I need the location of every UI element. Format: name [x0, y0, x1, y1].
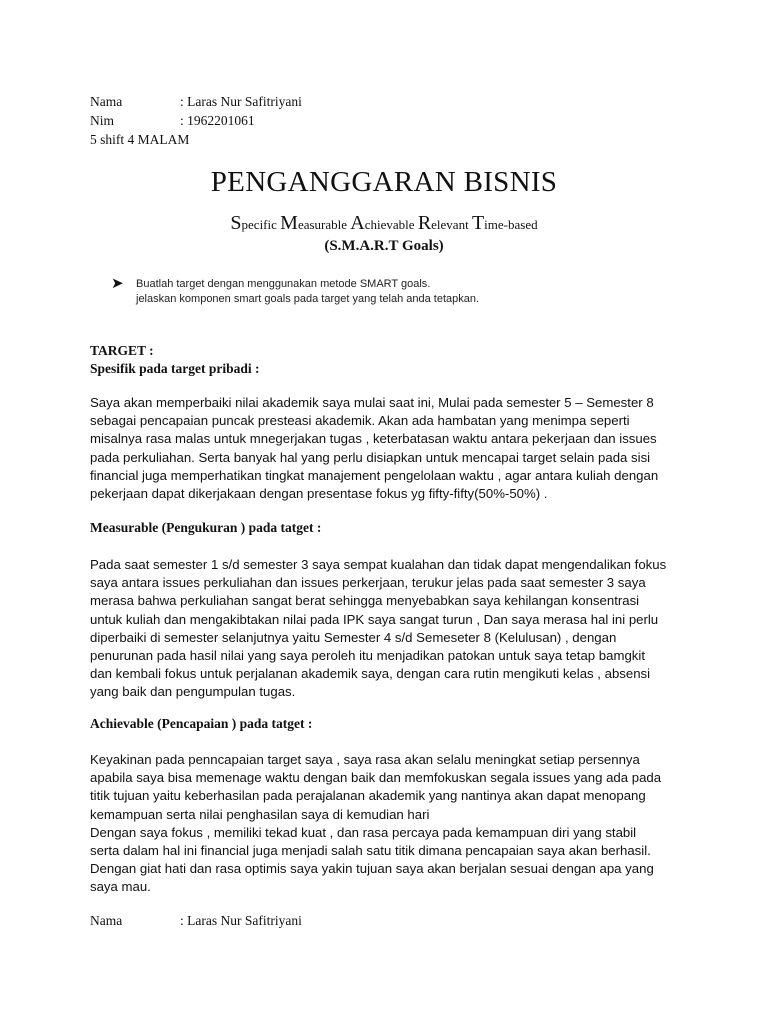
paragraph-line: diperbaiki di semester selanjutnya yaitu Semester 4 s/d Semeseter 8 (Kelulusan) , dengan	[90, 629, 617, 645]
paragraph-line: Dengan giat hati dan rasa optimis saya yakin tujuan saya akan berjalan sesuai dengan apa yang	[90, 861, 654, 877]
paragraph-line: penurunan pada hasil nilai yang saya peroleh itu menjadikan patokan untuk saya tetap bamgkit	[90, 648, 645, 664]
smart-subtitle: (S.M.A.R.T Goals)	[324, 238, 444, 254]
specific-paragraph	[90, 394, 658, 503]
paragraph-line: serta dalam hal ini financial juga menjadi salah satu titik dimana pencapaian saya akan berhasil.	[90, 843, 651, 859]
smart-word-relevant: Relevant	[417, 212, 472, 234]
class-info: 5 shift 4 MALAM	[90, 132, 190, 147]
paragraph-line: merasa bahwa perkuliahan sangat berat sehingga menyebabkan saya kehilangan konsentrasi	[90, 593, 640, 609]
paragraph-line: apabila saya bisa memenage waktu dengan baik dan memfokuskan segala issues yang ada pada	[90, 770, 662, 786]
target-heading: TARGET :	[90, 343, 154, 358]
smart-expansion	[0, 212, 768, 235]
nim-label: Nim	[90, 113, 115, 128]
instruction-line-1: Buatlah target dengan menggunakan metode SMART goals.	[136, 278, 431, 290]
paragraph-line: sebagai pencapaian puncak presteasi akademik. Akan ada hambatan yang menimpa seperti	[90, 413, 630, 429]
footer-name-label: Nama	[90, 913, 123, 928]
nim-value: : 1962201061	[180, 113, 255, 128]
name-value: : Laras Nur Safitriyani	[180, 94, 302, 109]
paragraph-line: untuk kuliah dan mengakibtakan nilai pada IPK saya sangat turun , Dan saya merasa hal ini perlu	[90, 611, 659, 627]
name-row	[90, 92, 302, 111]
arrow-bullet-icon: ➤	[111, 276, 124, 292]
nim-row	[90, 111, 255, 130]
smart-word-achievable: Achievable	[350, 212, 418, 234]
paragraph-line: dan kembali fokus untuk perjalanan akademik saya, dengan cara rutin mengikuti kelas , absensi	[90, 666, 651, 682]
achievable-paragraph	[90, 751, 661, 897]
measurable-paragraph	[90, 556, 666, 702]
name-label: Nama	[90, 94, 123, 109]
paragraph-line: saya antara issues perkuliahan dan issues perkerjaan, terukur jelas pada saat semester 3 saya	[90, 575, 646, 591]
footer-name-row	[90, 911, 302, 930]
instruction-line-2: jelaskan komponen smart goals pada target yang telah anda tetapkan.	[136, 293, 480, 305]
achievable-heading: Achievable (Pencapaian ) pada tatget :	[90, 716, 313, 731]
paragraph-line: Pada saat semester 1 s/d semester 3 saya sempat kualahan dan tidak dapat mengendalikan fokus	[90, 557, 667, 572]
paragraph-line: pada perkuliahan. Serta banyak hal yang perlu disiapkan untuk mencapai target selain pada sisi	[90, 449, 651, 465]
paragraph-line: Keyakinan pada penncapaian target saya , saya rasa akan selalu meningkat setiap persennya	[90, 752, 640, 767]
paragraph-line: kemampuan serta nilai penghasilan saya di kemudian hari	[90, 806, 430, 822]
footer-name-value: : Laras Nur Safitriyani	[180, 913, 302, 928]
paragraph-line: saya mau.	[90, 879, 151, 895]
paragraph-line: titik tujuan yaitu keberhasilan pada perajalanan akademik yang nantinya akan dapat menopang	[90, 788, 646, 804]
paragraph-line: financial juga memperhatikan tingkat manajement pengelolaan waktu , agar antara kuliah dengan	[90, 467, 659, 483]
page-title: PENGANGGARAN BISNIS	[210, 166, 558, 198]
paragraph-line: pekerjaan dapat dikerjakaan dengan presentase fokus yg fifty-fifty(50%-50%) .	[90, 486, 548, 502]
specific-heading: Spesifik pada target pribadi :	[90, 361, 260, 376]
paragraph-line: Saya akan memperbaiki nilai akademik saya mulai saat ini, Mulai pada semester 5 – Semester 8	[90, 395, 654, 410]
paragraph-line: Dengan saya fokus , memiliki tekad kuat , dan rasa percaya pada kemampuan diri yang stabil	[90, 824, 637, 840]
paragraph-line: misalnya rasa malas untuk mnegerjakan tugas , keterbatasan waktu antara pekerjaan dan issues	[90, 431, 657, 447]
measurable-heading: Measurable (Pengukuran ) pada tatget :	[90, 520, 322, 535]
paragraph-line: yang baik dan pengumpulan tugas.	[90, 684, 296, 700]
smart-word-timebased: Time-based	[471, 212, 538, 234]
smart-word-specific: Specific	[230, 212, 281, 234]
smart-word-measurable: Measurable	[280, 212, 351, 234]
